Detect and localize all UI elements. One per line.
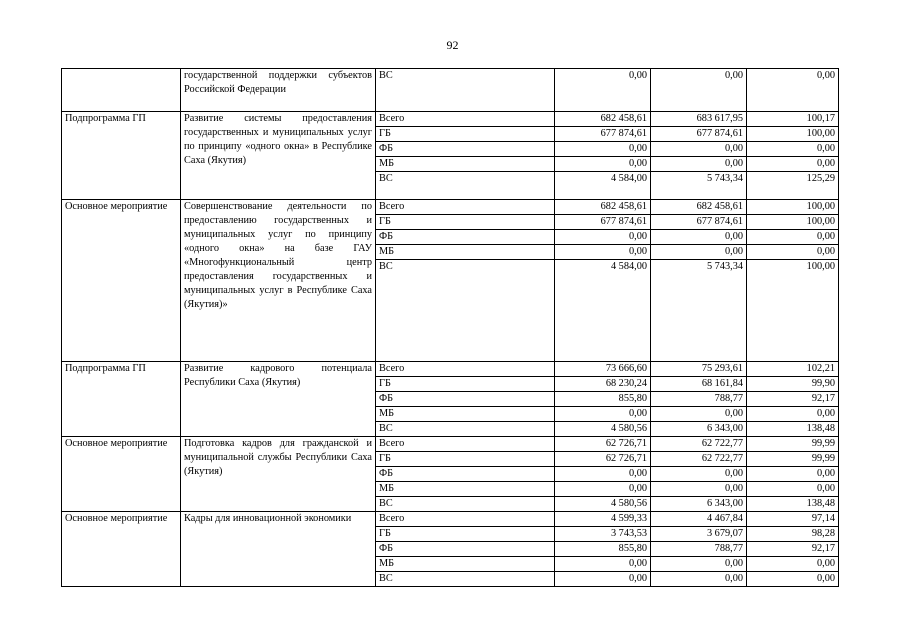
actual-amount-cell: 75 293,61 — [651, 362, 747, 377]
actual-amount-cell: 62 722,77 — [651, 437, 747, 452]
execution-percent-cell: 138,48 — [747, 497, 839, 512]
planned-amount-cell: 68 230,24 — [555, 377, 651, 392]
actual-amount-cell: 62 722,77 — [651, 452, 747, 467]
funding-source-cell: ВС — [376, 260, 555, 362]
actual-amount-cell: 5 743,34 — [651, 260, 747, 362]
funding-source-cell: ГБ — [376, 215, 555, 230]
actual-amount-cell: 0,00 — [651, 142, 747, 157]
funding-source-cell: ВС — [376, 69, 555, 112]
planned-amount-cell: 0,00 — [555, 245, 651, 260]
program-type-cell: Основное мероприятие — [62, 200, 181, 362]
execution-percent-cell: 99,99 — [747, 437, 839, 452]
execution-percent-cell: 0,00 — [747, 69, 839, 112]
execution-percent-cell: 100,00 — [747, 200, 839, 215]
planned-amount-cell: 677 874,61 — [555, 215, 651, 230]
execution-percent-cell: 92,17 — [747, 542, 839, 557]
execution-percent-cell: 0,00 — [747, 157, 839, 172]
actual-amount-cell: 0,00 — [651, 69, 747, 112]
actual-amount-cell: 0,00 — [651, 245, 747, 260]
table-row — [62, 69, 839, 112]
program-type-cell: Основное мероприятие — [62, 437, 181, 512]
execution-percent-cell: 100,00 — [747, 215, 839, 230]
actual-amount-cell: 4 467,84 — [651, 512, 747, 527]
actual-amount-cell: 0,00 — [651, 157, 747, 172]
planned-amount-cell: 0,00 — [555, 572, 651, 587]
planned-amount-cell: 0,00 — [555, 467, 651, 482]
table-row — [62, 512, 839, 527]
actual-amount-cell: 682 458,61 — [651, 200, 747, 215]
planned-amount-cell: 62 726,71 — [555, 452, 651, 467]
actual-amount-cell: 677 874,61 — [651, 127, 747, 142]
execution-percent-cell: 0,00 — [747, 467, 839, 482]
actual-amount-cell: 6 343,00 — [651, 422, 747, 437]
planned-amount-cell: 62 726,71 — [555, 437, 651, 452]
planned-amount-cell: 0,00 — [555, 157, 651, 172]
program-name-cell: государственной поддержки субъектов Российской Федерации — [181, 69, 376, 112]
funding-source-cell: ФБ — [376, 542, 555, 557]
planned-amount-cell: 4 584,00 — [555, 260, 651, 362]
actual-amount-cell: 0,00 — [651, 230, 747, 245]
program-name-cell: Совершенствование деятельности по предоставлению государственных и муниципальных услуг по принципу «одного окна» на базе ГАУ «Многофункциональный центр предоставления государственных и муниципальных услуг в Республике Саха (Якутия)» — [181, 200, 376, 362]
planned-amount-cell: 0,00 — [555, 142, 651, 157]
program-name-cell: Развитие системы предоставления государственных и муниципальных услуг по принципу «одного окна» в Республике Саха (Якутия) — [181, 112, 376, 200]
planned-amount-cell: 682 458,61 — [555, 200, 651, 215]
funding-source-cell: ФБ — [376, 142, 555, 157]
execution-percent-cell: 125,29 — [747, 172, 839, 200]
funding-source-cell: ВС — [376, 422, 555, 437]
actual-amount-cell: 677 874,61 — [651, 215, 747, 230]
actual-amount-cell: 788,77 — [651, 392, 747, 407]
funding-source-cell: Всего — [376, 512, 555, 527]
planned-amount-cell: 4 584,00 — [555, 172, 651, 200]
page-number: 92 — [446, 38, 459, 52]
table-row — [62, 437, 839, 452]
execution-percent-cell: 0,00 — [747, 142, 839, 157]
funding-source-cell: Всего — [376, 362, 555, 377]
funding-source-cell: ФБ — [376, 392, 555, 407]
actual-amount-cell: 683 617,95 — [651, 112, 747, 127]
planned-amount-cell: 855,80 — [555, 392, 651, 407]
table-row — [62, 200, 839, 215]
actual-amount-cell: 6 343,00 — [651, 497, 747, 512]
table-row — [62, 362, 839, 377]
planned-amount-cell: 0,00 — [555, 230, 651, 245]
funding-source-cell: ГБ — [376, 377, 555, 392]
execution-percent-cell: 0,00 — [747, 245, 839, 260]
execution-percent-cell: 92,17 — [747, 392, 839, 407]
actual-amount-cell: 3 679,07 — [651, 527, 747, 542]
execution-percent-cell: 99,90 — [747, 377, 839, 392]
actual-amount-cell: 0,00 — [651, 407, 747, 422]
actual-amount-cell: 0,00 — [651, 572, 747, 587]
planned-amount-cell: 0,00 — [555, 69, 651, 112]
funding-source-cell: ФБ — [376, 230, 555, 245]
planned-amount-cell: 677 874,61 — [555, 127, 651, 142]
execution-percent-cell: 102,21 — [747, 362, 839, 377]
planned-amount-cell: 3 743,53 — [555, 527, 651, 542]
funding-source-cell: МБ — [376, 245, 555, 260]
funding-source-cell: ФБ — [376, 467, 555, 482]
table-row — [62, 112, 839, 127]
funding-source-cell: ВС — [376, 572, 555, 587]
execution-percent-cell: 138,48 — [747, 422, 839, 437]
execution-percent-cell: 98,28 — [747, 527, 839, 542]
actual-amount-cell: 788,77 — [651, 542, 747, 557]
funding-source-cell: МБ — [376, 482, 555, 497]
execution-percent-cell: 0,00 — [747, 230, 839, 245]
execution-percent-cell: 100,00 — [747, 260, 839, 362]
planned-amount-cell: 4 599,33 — [555, 512, 651, 527]
funding-source-cell: ВС — [376, 172, 555, 200]
funding-source-cell: ГБ — [376, 452, 555, 467]
planned-amount-cell: 0,00 — [555, 482, 651, 497]
program-type-cell: Основное мероприятие — [62, 512, 181, 587]
actual-amount-cell: 68 161,84 — [651, 377, 747, 392]
actual-amount-cell: 5 743,34 — [651, 172, 747, 200]
actual-amount-cell: 0,00 — [651, 467, 747, 482]
funding-source-cell: ГБ — [376, 527, 555, 542]
program-name-cell: Подготовка кадров для гражданской и муниципальной службы Республики Саха (Якутия) — [181, 437, 376, 512]
actual-amount-cell: 0,00 — [651, 482, 747, 497]
planned-amount-cell: 855,80 — [555, 542, 651, 557]
actual-amount-cell: 0,00 — [651, 557, 747, 572]
execution-percent-cell: 0,00 — [747, 482, 839, 497]
funding-source-cell: Всего — [376, 437, 555, 452]
execution-percent-cell: 99,99 — [747, 452, 839, 467]
program-type-cell — [62, 69, 181, 112]
funding-source-cell: Всего — [376, 112, 555, 127]
program-name-cell: Кадры для инновационной экономики — [181, 512, 376, 587]
execution-percent-cell: 97,14 — [747, 512, 839, 527]
planned-amount-cell: 0,00 — [555, 407, 651, 422]
execution-percent-cell: 0,00 — [747, 407, 839, 422]
execution-percent-cell: 100,17 — [747, 112, 839, 127]
planned-amount-cell: 682 458,61 — [555, 112, 651, 127]
program-type-cell: Подпрограмма ГП — [62, 112, 181, 200]
program-type-cell: Подпрограмма ГП — [62, 362, 181, 437]
funding-source-cell: ВС — [376, 497, 555, 512]
funding-source-cell: МБ — [376, 557, 555, 572]
execution-percent-cell: 0,00 — [747, 557, 839, 572]
planned-amount-cell: 0,00 — [555, 557, 651, 572]
execution-percent-cell: 0,00 — [747, 572, 839, 587]
funding-source-cell: МБ — [376, 407, 555, 422]
program-name-cell: Развитие кадрового потенциала Республики Саха (Якутия) — [181, 362, 376, 437]
funding-source-cell: ГБ — [376, 127, 555, 142]
planned-amount-cell: 4 580,56 — [555, 422, 651, 437]
budget-table — [61, 68, 839, 587]
execution-percent-cell: 100,00 — [747, 127, 839, 142]
planned-amount-cell: 73 666,60 — [555, 362, 651, 377]
funding-source-cell: МБ — [376, 157, 555, 172]
funding-source-cell: Всего — [376, 200, 555, 215]
planned-amount-cell: 4 580,56 — [555, 497, 651, 512]
